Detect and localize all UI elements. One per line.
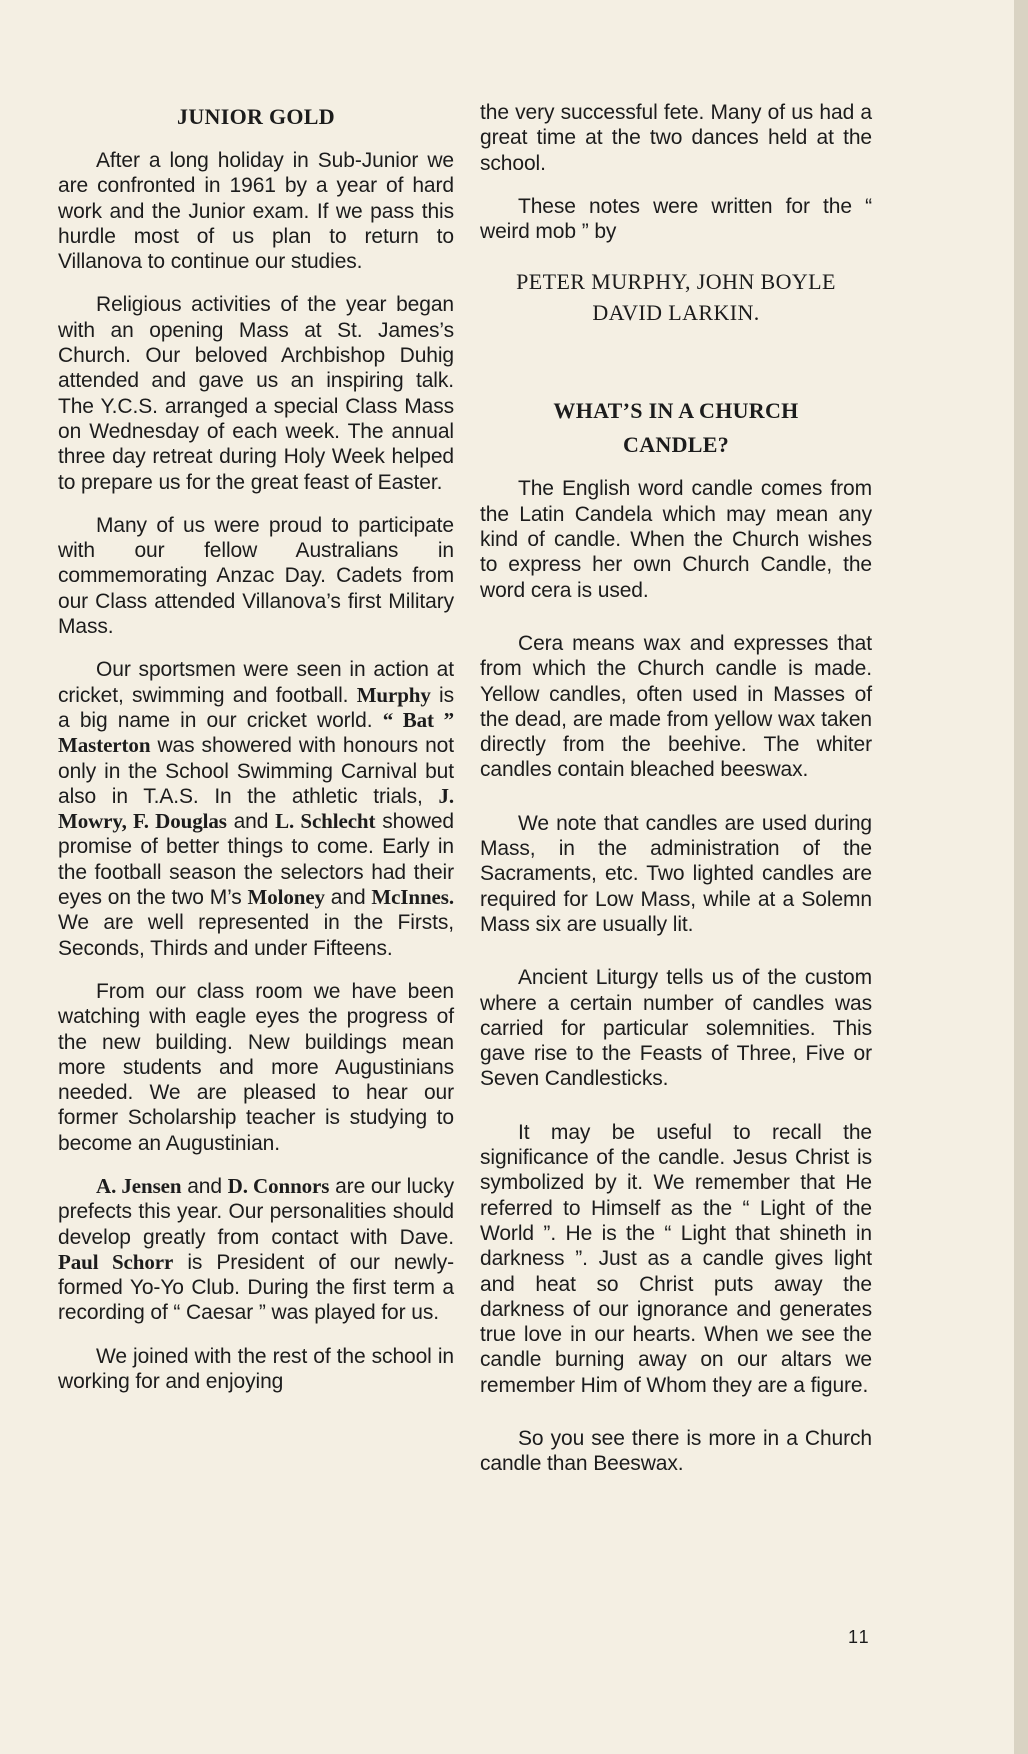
name-bold: J. Mowry, F. Douglas: [58, 783, 454, 834]
paragraph: After a long holiday in Sub-Junior we are confronted in 1961 by a year of hard work and the Junior exam. If we pass this hurdle most of us plan to return to Villanova to continue our studies.: [58, 149, 454, 274]
name-bold: Paul Schorr: [58, 1249, 174, 1274]
paragraph: The English word candle comes from the Latin Candela which may mean any kind of candle. When the Church wishes to express her own Church Candle, the word cera is used.: [480, 477, 872, 602]
name-bold: D. Connors: [227, 1173, 330, 1198]
paragraph: Many of us were proud to participate with our fellow Australians in commemorating Anzac Day. Cadets from our Class attended Villanova’s first Military Mass.: [58, 513, 454, 639]
authors-line: PETER MURPHY, JOHN BOYLE: [516, 269, 836, 295]
authors-line: DAVID LARKIN.: [592, 300, 760, 326]
paragraph-sportsmen: [58, 657, 454, 961]
title-line: CANDLE?: [623, 432, 729, 458]
article-title-church-candle: [480, 394, 872, 462]
paragraph: We joined with the rest of the school in working for and enjoying: [58, 1344, 454, 1394]
text-run: and: [226, 810, 276, 834]
left-column: [58, 100, 454, 1412]
text-run: is President of our newly-formed Yo-Yo Club. During the first term a recording of “ Caesar ” was played for us.: [58, 1250, 455, 1325]
text-run: are our lucky prefects this year. Our personalities should develop greatly from contact with Dave.: [58, 1174, 455, 1249]
title-line: WHAT’S IN A CHURCH: [553, 398, 799, 424]
text-run: and: [181, 1174, 228, 1198]
name-bold: Murphy: [356, 682, 431, 707]
paragraph: From our class room we have been watching with eagle eyes the progress of the new building. New buildings mean more students and more Augustinians needed. We are pleased to hear our former Scholarship teacher is studying to become an Augustinian.: [58, 979, 454, 1155]
text-run: We are well represented in the Firsts, Seconds, Thirds and under Fifteens.: [58, 911, 454, 960]
paragraph: It may be useful to recall the significance of the candle. Jesus Christ is symbolized by it. We remember that He referred to Himself as the “ Light of the World ”. He is the “ Light that shineth in darkness ”. Just as a candle gives light and heat so Christ puts away the darkness of our ignorance and generates true love in our hearts. When we see the candle burning away on our altars we remember Him of Whom they are a figure.: [480, 1120, 872, 1397]
paragraph: These notes were written for the “ weird mob ” by: [480, 194, 872, 244]
paragraph: So you see there is more in a Church candle than Beeswax.: [480, 1426, 872, 1476]
text-run: and: [324, 886, 372, 910]
name-bold: L. Schlecht: [275, 809, 376, 834]
paragraph: the very successful fete. Many of us had a great time at the two dances held at the school.: [480, 101, 872, 175]
name-bold: “ Bat ” Masterton: [58, 707, 454, 758]
text-run: showed promise of better things to come. Early in the football season the selectors had their eyes on the two M’s: [58, 810, 454, 910]
page-number: 11: [848, 1627, 871, 1647]
text-run: was showered with honours not only in the School Swimming Carnival but also in T.A.S. In the athletic trials,: [58, 734, 454, 808]
text-run: Our sportsmen were seen in action at cricket, swimming and football.: [58, 658, 454, 707]
name-bold: McInnes.: [371, 885, 454, 910]
right-column: [480, 100, 872, 1495]
paragraph: Ancient Liturgy tells us of the custom where a certain number of candles was carried for particular solemnities. This gave rise to the Feasts of Three, Five or Seven Candlesticks.: [480, 966, 872, 1091]
page-edge: [1014, 0, 1028, 1754]
text-run: is a big name in our cricket world.: [58, 683, 455, 732]
paragraph: Religious activities of the year began with an opening Mass at St. James’s Church. Our beloved Archbishop Duhig attended and gave us an inspiring talk. The Y.C.S. arranged a special Class Mass on Wednesday of each week. The annual three day retreat during Holy Week helped to prepare us for the great feast of Easter.: [58, 293, 454, 494]
name-bold: Moloney: [247, 885, 325, 910]
paragraph-prefects: [58, 1174, 454, 1326]
article-title-junior-gold: JUNIOR GOLD: [177, 104, 335, 129]
paragraph: We note that candles are used during Mass, in the administration of the Sacraments, etc. Two lighted candles are required for Low Mass, while at a Solemn Mass six are usually lit.: [480, 811, 872, 936]
name-bold: A. Jensen: [96, 1173, 182, 1198]
paragraph: Cera means wax and expresses that from which the Church candle is made. Yellow candles, often used in Masses of the dead, are made from yellow wax taken directly from the beehive. The whiter candles contain bleached beeswax.: [480, 631, 872, 782]
authors-byline: [480, 266, 872, 328]
